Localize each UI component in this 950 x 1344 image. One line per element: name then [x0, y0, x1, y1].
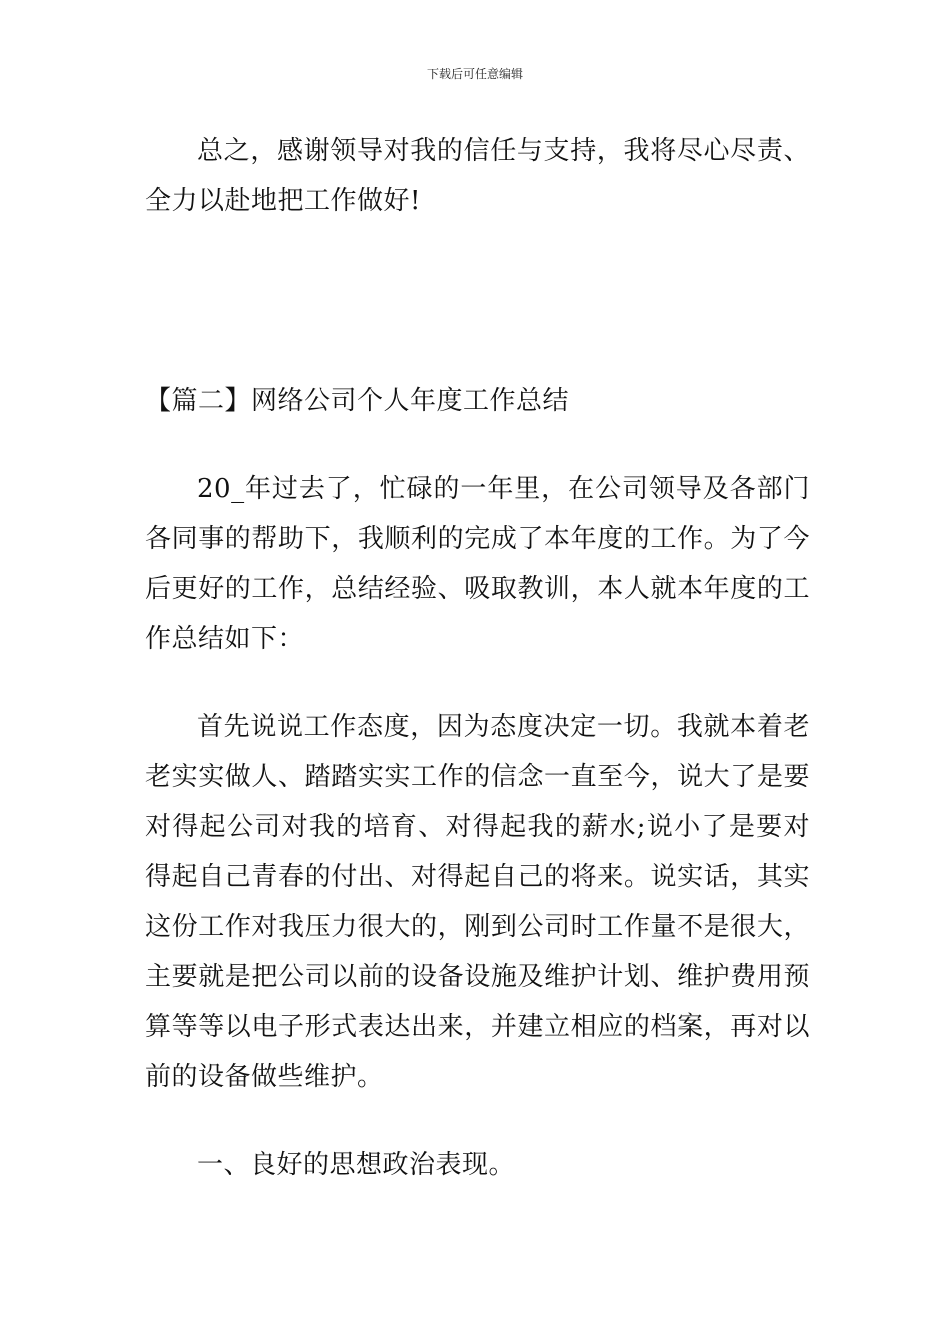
closing-paragraph: 总之，感谢领导对我的信任与支持，我将尽心尽责、全力以赴地把工作做好!: [145, 136, 810, 216]
page-header-note: 下载后可任意编辑: [426, 67, 523, 81]
paragraph-intro: 20_年过去了，忙碌的一年里，在公司领导及各部门各同事的帮助下，我顺利的完成了本年度的工作。为了今后更好的工作，总结经验、吸取教训，本人就本年度的工作总结如下：: [145, 474, 810, 654]
paragraph-work-attitude: 首先说说工作态度，因为态度决定一切。我就本着老老实实做人、踏踏实实工作的信念一直至今，说大了是要对得起公司对我的培育、对得起我的薪水;说小了是要对得起自己青春的付出、对得起自己的将来。说实话，其实这份工作对我压力很大的，刚到公司时工作量不是很大，主要就是把公司以前的设备设施及维护计划、维护费用预算等等以电子形式表达出来，并建立相应的档案，再对以前的设备做些维护。: [145, 712, 810, 1092]
document-body: [145, 126, 810, 1190]
subheading-political: 一、良好的思想政治表现。: [197, 1150, 516, 1180]
spacer: [145, 1102, 810, 1140]
spacer: [145, 226, 810, 376]
section-title: 【篇二】网络公司个人年度工作总结: [145, 386, 570, 416]
spacer: [145, 664, 810, 702]
spacer: [145, 426, 810, 464]
